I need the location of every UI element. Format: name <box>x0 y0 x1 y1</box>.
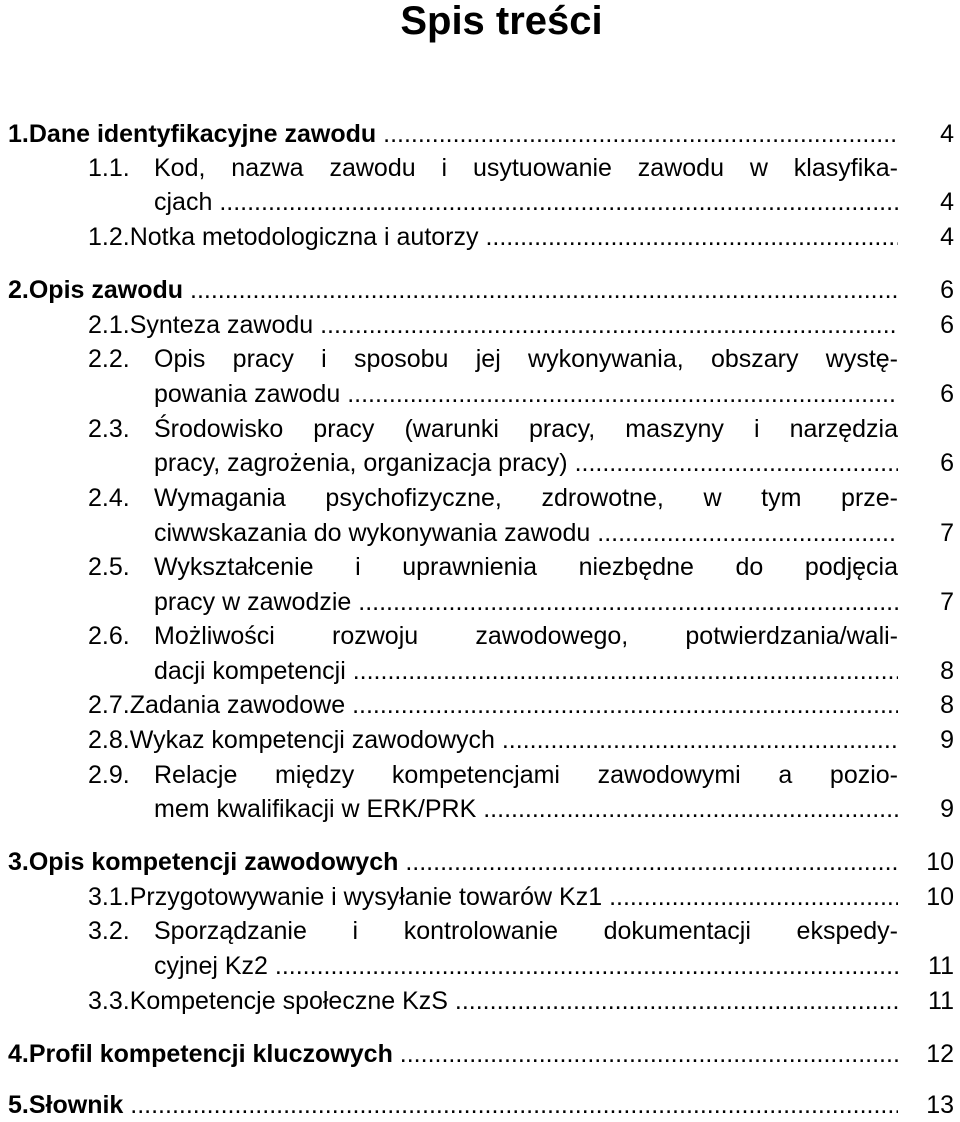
toc-entry-title: Synteza zawodu ..... <box>130 308 898 342</box>
toc-entry-2-2-continuation[interactable] <box>154 377 898 411</box>
toc-entry-2-9[interactable] <box>88 758 898 792</box>
toc-entry-title: Kompetencje społeczne KzS ..... <box>130 984 898 1018</box>
toc-entry-title: Notka metodologiczna i autorzy ..... <box>130 220 898 254</box>
toc-entry-number: 2.9. <box>88 761 130 789</box>
toc-entry-number: 2.1. <box>88 311 130 339</box>
toc-entry-3[interactable] <box>8 845 898 879</box>
toc-page-number: 6 <box>940 276 954 304</box>
toc-entry-number: 2.6. <box>88 622 130 650</box>
toc-entry-2-2[interactable] <box>88 342 898 376</box>
toc-page-number: 12 <box>926 1040 954 1068</box>
toc-entry-title: dacji kompetencji ..... <box>154 654 898 688</box>
toc-entry-title: Kod, nazwa zawodu i usytuowanie zawodu w klasyfika- <box>154 154 898 182</box>
toc-entry-title: Profil kompetencji kluczowych ..... <box>29 1037 898 1071</box>
toc-entry-4[interactable] <box>8 1037 898 1071</box>
toc-entry-number: 3.3. <box>88 987 130 1015</box>
toc-entry-title: Przygotowywanie i wysyłanie towarów Kz1 ..... <box>130 880 898 914</box>
toc-entry-title: ciwwskazania do wykonywania zawodu ..... <box>154 516 898 550</box>
toc-page-number: 6 <box>940 449 954 477</box>
toc-entry-title: Opis zawodu ..... <box>29 273 898 307</box>
toc-entry-title: mem kwalifikacji w ERK/PRK ..... <box>154 792 898 826</box>
toc-entry-number: 1.2. <box>88 223 130 251</box>
toc-entry-title: Środowisko pracy (warunki pracy, maszyny i narzędzia <box>154 415 898 443</box>
toc-page-number: 10 <box>926 848 954 876</box>
toc-page-number: 11 <box>928 987 954 1015</box>
toc-entry-title: Wymagania psychofizyczne, zdrowotne, w tym prze- <box>154 484 898 512</box>
toc-entry-title: powania zawodu ..... <box>154 377 898 411</box>
toc-entry-number: 2.2. <box>88 345 130 373</box>
toc-entry-2-1[interactable] <box>88 308 898 342</box>
toc-entry-number: 2.3. <box>88 415 130 443</box>
toc-page-number: 8 <box>940 691 954 719</box>
toc-entry-title: Zadania zawodowe ..... <box>130 688 898 722</box>
toc-entry-number: 2.4. <box>88 484 130 512</box>
toc-entry-5[interactable] <box>8 1088 898 1122</box>
toc-entry-title: pracy, zagrożenia, organizacja pracy) ..... <box>154 446 898 480</box>
toc-entry-2-9-continuation[interactable] <box>154 792 898 826</box>
page-title: Spis treści <box>400 0 603 43</box>
toc-page-number: 4 <box>940 188 954 216</box>
toc-page-number: 4 <box>940 120 954 148</box>
toc-entry-title: Dane identyfikacyjne zawodu ..... <box>29 117 898 151</box>
toc-entry-3-2-continuation[interactable] <box>154 949 898 983</box>
toc-entry-2-3[interactable] <box>88 412 898 446</box>
toc-entry-number: 3.1. <box>88 883 130 911</box>
toc-page-number: 6 <box>940 380 954 408</box>
toc-entry-number: 1.1. <box>88 154 130 182</box>
toc-entry-title: Sporządzanie i kontrolowanie dokumentacji ekspedy- <box>154 917 898 945</box>
toc-entry-title: Opis kompetencji zawodowych ..... <box>29 845 898 879</box>
toc-entry-2-7[interactable] <box>88 688 898 722</box>
toc-entry-title: Możliwości rozwoju zawodowego, potwierdzania/wali- <box>154 622 898 650</box>
toc-entry-number: 2.5. <box>88 553 130 581</box>
toc-entry-3-1[interactable] <box>88 880 898 914</box>
toc-entry-title: Relacje między kompetencjami zawodowymi a pozio- <box>154 761 898 789</box>
toc-entry-1-1[interactable] <box>88 151 898 185</box>
toc-entry-number: 3.2. <box>88 917 130 945</box>
toc-entry-title: Słownik ..... <box>29 1088 898 1122</box>
toc-entry-number: 1. <box>8 120 29 148</box>
toc-entry-title: Opis pracy i sposobu jej wykonywania, obszary wystę- <box>154 345 898 373</box>
toc-entry-title: cyjnej Kz2 ..... <box>154 949 898 983</box>
toc-entry-number: 2.7. <box>88 691 130 719</box>
toc-entry-2-6-continuation[interactable] <box>154 654 898 688</box>
toc-entry-2-5[interactable] <box>88 550 898 584</box>
toc-entry-number: 2.8. <box>88 726 130 754</box>
toc-entry-title: pracy w zawodzie ..... <box>154 585 898 619</box>
toc-page-number: 10 <box>926 883 954 911</box>
toc-entry-1-2[interactable] <box>88 220 898 254</box>
toc-entry-number: 3. <box>8 848 29 876</box>
toc-entry-title: Wykształcenie i uprawnienia niezbędne do podjęcia <box>154 553 898 581</box>
toc-entry-2-6[interactable] <box>88 619 898 653</box>
toc-entry-3-3[interactable] <box>88 984 898 1018</box>
toc-page-number: 9 <box>940 795 954 823</box>
toc-entry-2-4-continuation[interactable] <box>154 516 898 550</box>
toc-page-number: 6 <box>940 311 954 339</box>
toc-entry-title: cjach ..... <box>154 185 898 219</box>
toc-entry-3-2[interactable] <box>88 914 898 948</box>
toc-page-number: 7 <box>940 519 954 547</box>
toc-entry-title: Wykaz kompetencji zawodowych ..... <box>130 723 898 757</box>
toc-page-number: 8 <box>940 657 954 685</box>
toc-entry-1[interactable] <box>8 117 898 151</box>
toc-entry-2-5-continuation[interactable] <box>154 585 898 619</box>
toc-entry-number: 5. <box>8 1091 29 1119</box>
toc-page-number: 9 <box>940 726 954 754</box>
toc-entry-1-1-continuation[interactable] <box>154 185 898 219</box>
toc-page-number: 11 <box>928 952 954 980</box>
toc-entry-2-8[interactable] <box>88 723 898 757</box>
toc-page-number: 4 <box>940 223 954 251</box>
toc-entry-2[interactable] <box>8 273 898 307</box>
toc-entry-number: 4. <box>8 1040 29 1068</box>
toc-page-number: 7 <box>940 588 954 616</box>
toc-entry-number: 2. <box>8 276 29 304</box>
toc-entry-2-3-continuation[interactable] <box>154 446 898 480</box>
toc-page-number: 13 <box>926 1091 954 1119</box>
toc-entry-2-4[interactable] <box>88 481 898 515</box>
